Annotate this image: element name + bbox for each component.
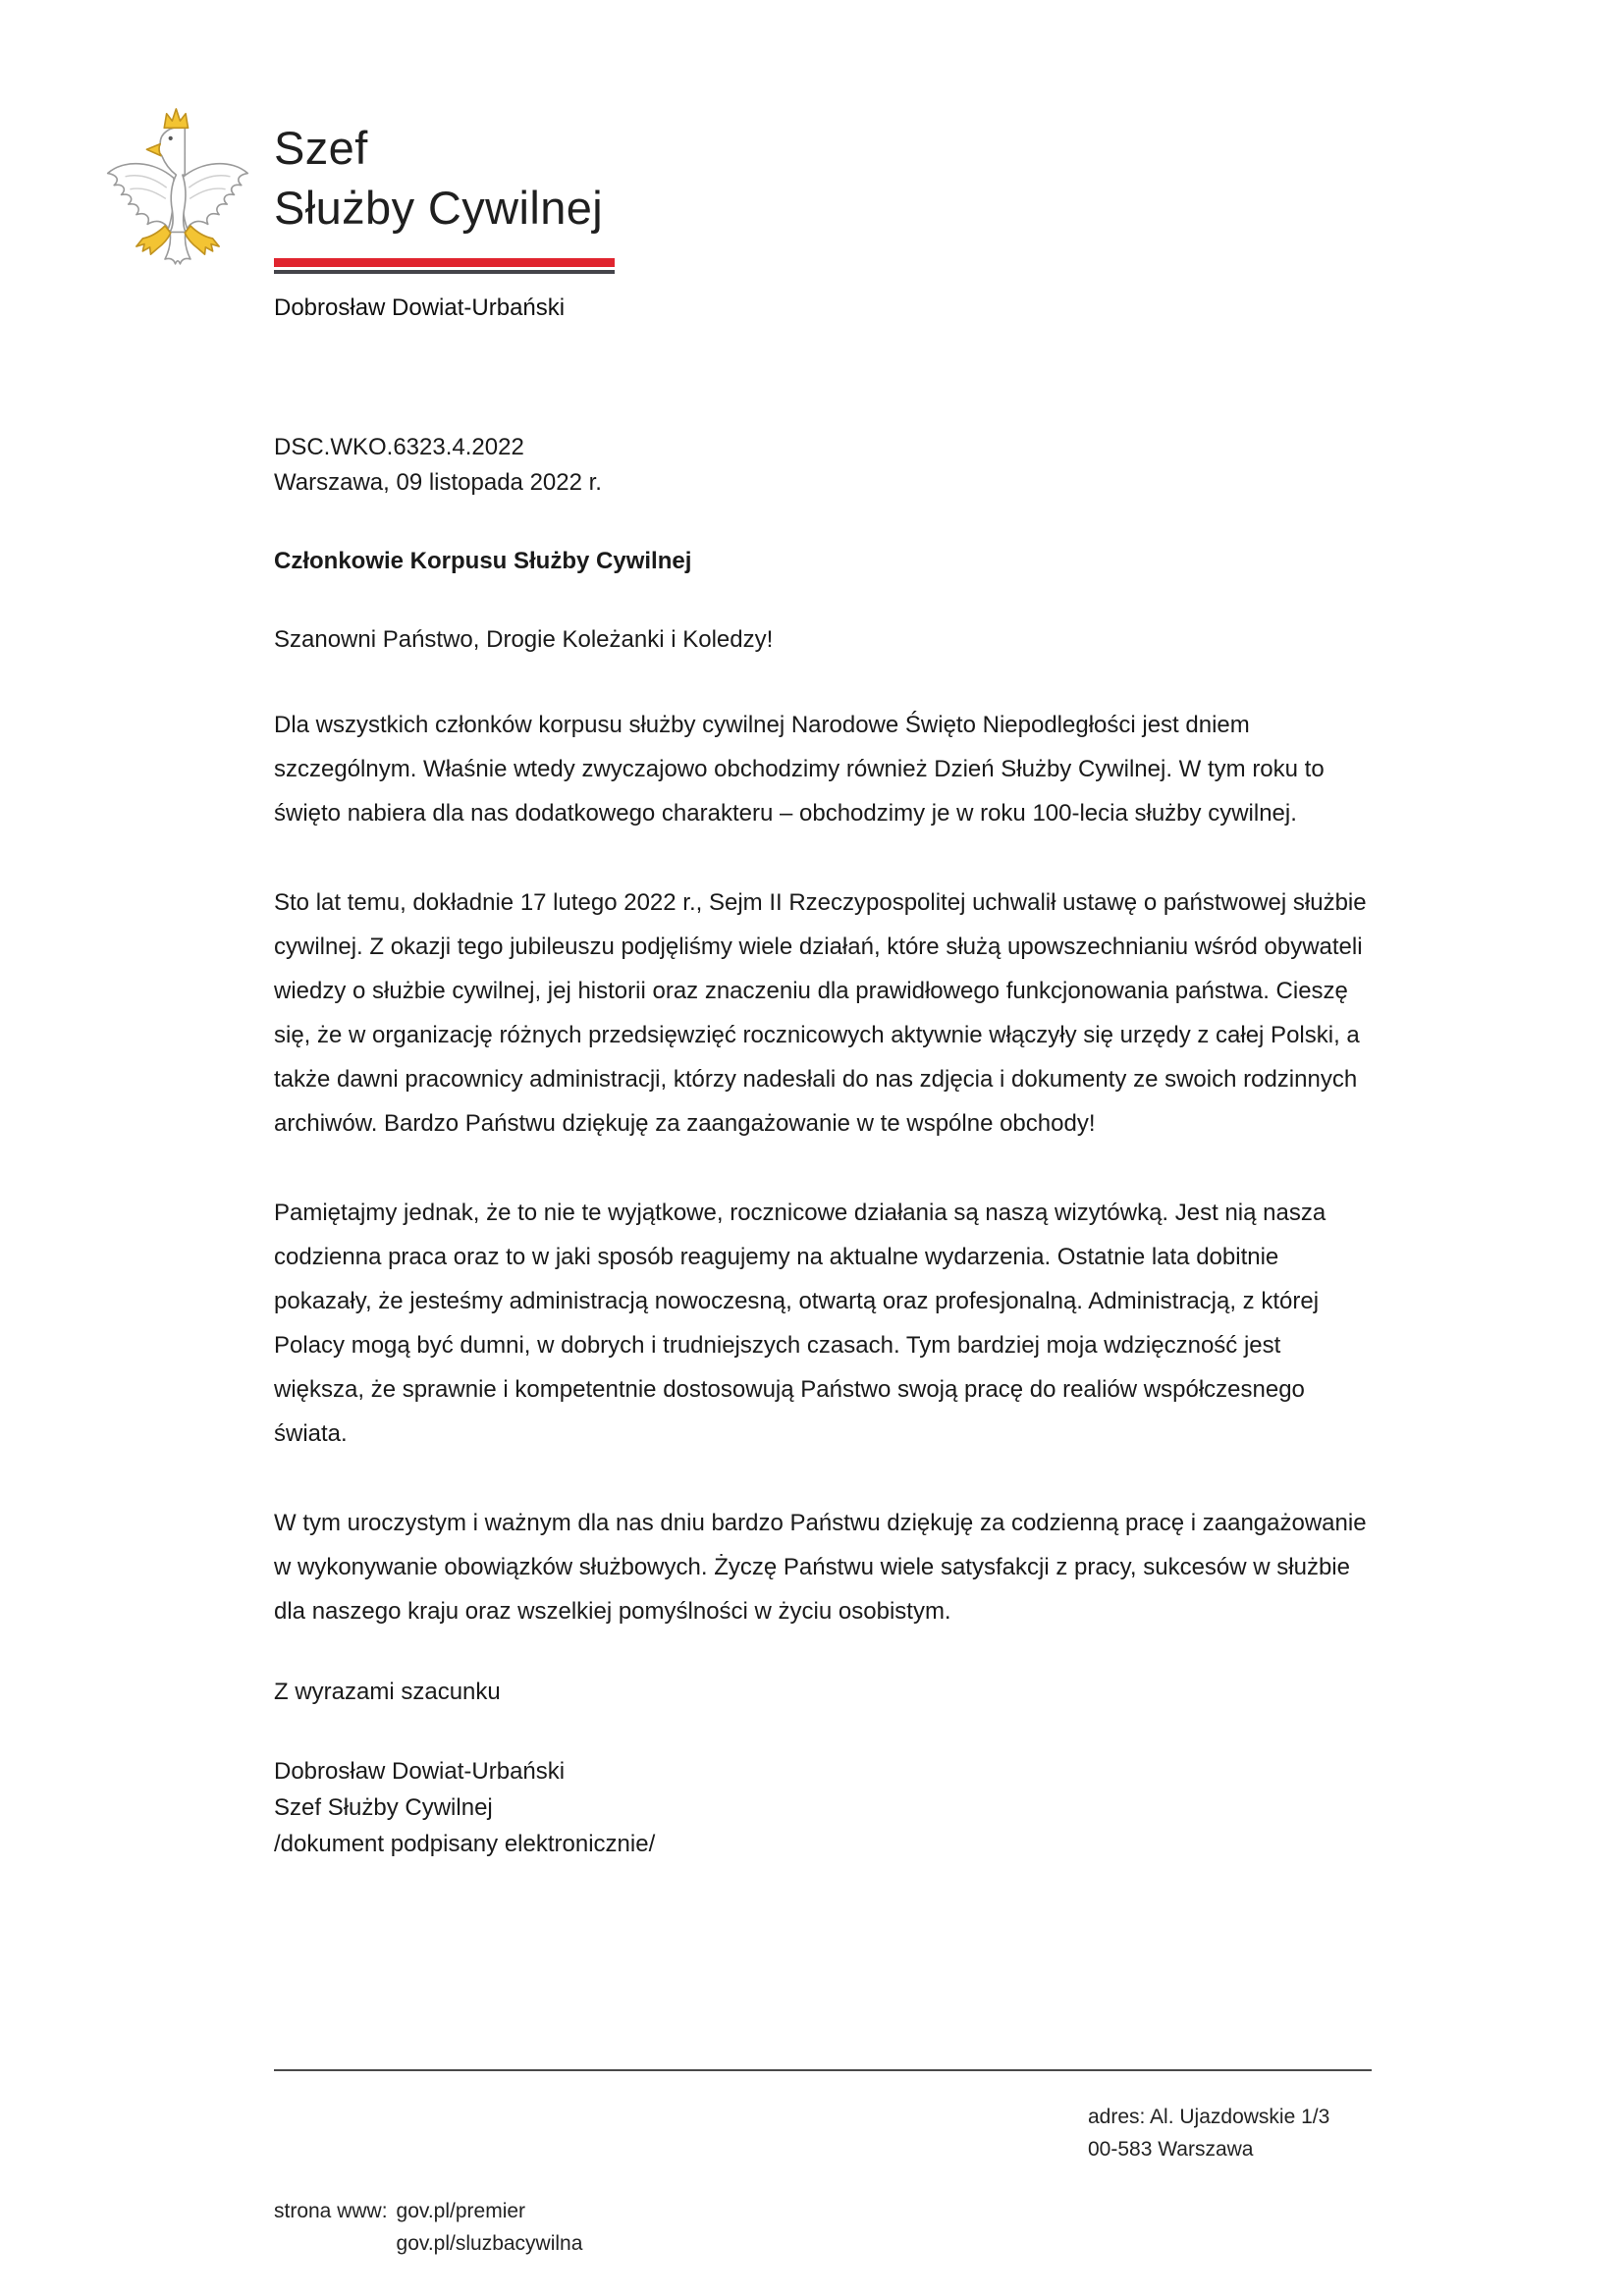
eagle-beak bbox=[146, 144, 161, 156]
reference-number: DSC.WKO.6323.4.2022 bbox=[274, 434, 524, 460]
salutation-line: Szanowni Państwo, Drogie Koleżanki i Koledzy! bbox=[274, 626, 774, 653]
website-premier: gov.pl/premier bbox=[396, 2200, 526, 2222]
website-block bbox=[274, 2195, 582, 2260]
website-values bbox=[397, 2195, 583, 2260]
footer-divider bbox=[274, 2069, 1372, 2071]
eagle-crown bbox=[164, 109, 188, 128]
letter-paragraph-2: Sto lat temu, dokładnie 17 lutego 2022 r., Sejm II Rzeczypospolitej uchwalił ustawę o państwowej służbie cywilnej. Z okazji tego jubileuszu podjęliśmy wiele działań, które służą upowszechnianiu wśród obywateli wiedzy o służbie cywilnej, jej historii oraz znaczeniu dla prawidłowego funkcjonowania państwa. Cieszę się, że w organizację różnych przedsięwzięć rocznicowych aktywnie włączyły się urzędy z całej Polski, a także dawni pracownicy administracji, którzy nadesłali do nas zdjęcia i dokumenty ze swoich rodzinnych archiwów. Bardzo Państwu dziękuję za zaangażowanie w te wspólne obchody! bbox=[274, 889, 1367, 1137]
website-label: strona www: bbox=[274, 2200, 388, 2222]
header-divider-red-bar bbox=[274, 258, 615, 267]
signature-name: Dobrosław Dowiat-Urbański bbox=[274, 1758, 566, 1785]
address-line-street: adres: Al. Ujazdowskie 1/3 bbox=[1088, 2106, 1330, 2128]
address-line-city: 00-583 Warszawa bbox=[1088, 2138, 1254, 2161]
letter-paragraph-1: Dla wszystkich członków korpusu służby cywilnej Narodowe Święto Niepodległości jest dniem szczególnym. Właśnie wtedy zwyczajowo obchodzimy również Dzień Służby Cywilnej. W tym roku to święto nabiera dla nas dodatkowego charakteru – obchodzimy je w roku 100-lecia służby cywilnej. bbox=[274, 712, 1325, 827]
letter-body bbox=[274, 430, 1372, 1862]
header-divider bbox=[274, 258, 615, 274]
addressee-line: Członkowie Korpusu Służby Cywilnej bbox=[274, 548, 692, 574]
author-name: Dobrosław Dowiat-Urbański bbox=[274, 294, 566, 321]
signature-electronic-note: /dokument podpisany elektronicznie/ bbox=[274, 1831, 656, 1857]
signature-block bbox=[274, 1753, 1372, 1862]
polish-eagle-logo bbox=[98, 104, 257, 285]
address-block bbox=[1088, 2101, 1329, 2165]
org-title bbox=[274, 118, 603, 238]
closing-line: Z wyrazami szacunku bbox=[274, 1679, 501, 1705]
org-title-line2: Służby Cywilnej bbox=[274, 182, 604, 234]
place-and-date: Warszawa, 09 listopada 2022 r. bbox=[274, 469, 602, 496]
header-divider-dark-bar bbox=[274, 270, 615, 274]
eagle-left-talon bbox=[136, 226, 171, 254]
letter-paragraph-3: Pamiętajmy jednak, że to nie te wyjątkowe, rocznicowe działania są naszą wizytówką. Jest nią nasza codzienna praca oraz to w jaki sposób reagujemy na aktualne wydarzenia. Ostatnie lata dobitnie pokazały, że jesteśmy administracją nowoczesną, otwartą oraz profesjonalną. Administracją, z której Polacy mogą być dumni, w dobrych i trudniejszych czasach. Tym bardziej moja wdzięczność jest większa, że sprawnie i kompetentnie dostosowują Państwo swoją pracę do realiów współczesnego świata. bbox=[274, 1200, 1326, 1447]
letter-paragraph-4: W tym uroczystym i ważnym dla nas dniu bardzo Państwu dziękuję za codzienną pracę i zaangażowanie w wykonywanie obowiązków służbowych. Życzę Państwu wiele satysfakcji z pracy, sukcesów w służbie dla naszego kraju oraz wszelkiej pomyślności w życiu osobistym. bbox=[274, 1510, 1367, 1625]
eagle-left-wing bbox=[108, 164, 174, 230]
website-sluzbacywilna: gov.pl/sluzbacywilna bbox=[396, 2232, 583, 2255]
org-title-line1: Szef bbox=[274, 122, 368, 174]
eagle-right-talon bbox=[185, 226, 219, 254]
signature-title: Szef Służby Cywilnej bbox=[274, 1794, 493, 1821]
eagle-eye bbox=[169, 136, 173, 140]
eagle-right-wing bbox=[182, 164, 247, 230]
